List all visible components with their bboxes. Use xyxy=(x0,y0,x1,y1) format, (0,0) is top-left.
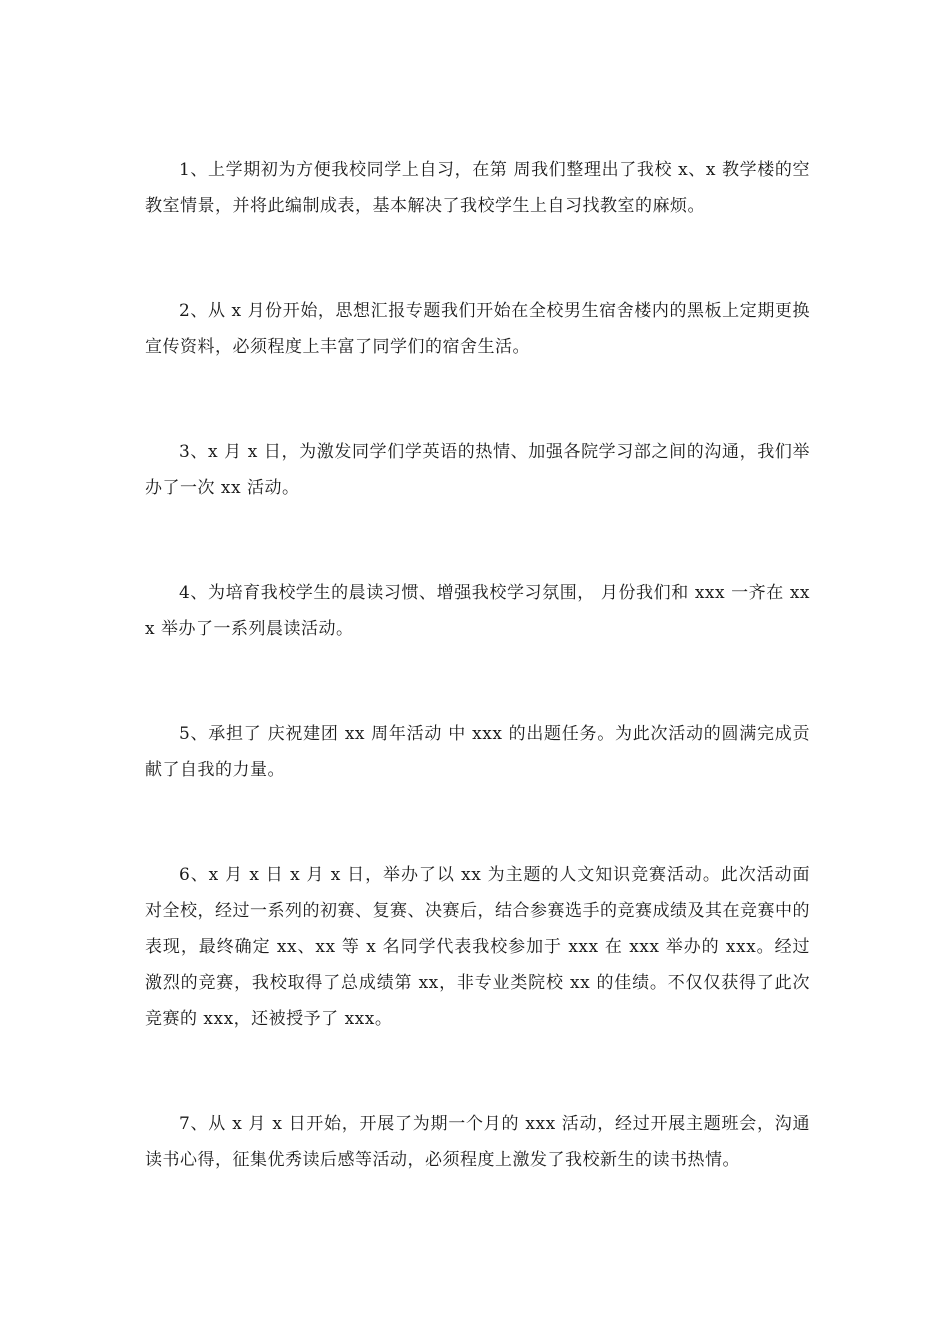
document-body xyxy=(145,152,810,1178)
paragraph-4: 4、为培育我校学生的晨读习惯、增强我校学习氛围， 月份我们和 xxx 一齐在 xxx 举办了一系列晨读活动。 xyxy=(145,583,810,639)
paragraph-3: 3、x 月 x 日，为激发同学们学英语的热情、加强各院学习部之间的沟通，我们举办了一次 xx 活动。 xyxy=(145,442,810,498)
paragraph-5: 5、承担了 庆祝建团 xx 周年活动 中 xxx 的出题任务。为此次活动的圆满完成贡献了自我的力量。 xyxy=(145,724,810,780)
paragraph-1: 1、上学期初为方便我校同学上自习，在第 周我们整理出了我校 x、x 教学楼的空教室情景，并将此编制成表，基本解决了我校学生上自习找教室的麻烦。 xyxy=(145,160,810,216)
paragraph-spacer xyxy=(145,506,810,575)
paragraph-spacer xyxy=(145,365,810,434)
paragraph-6: 6、x 月 x 日 x 月 x 日，举办了以 xx 为主题的人文知识竞赛活动。此次活动面对全校，经过一系列的初赛、复赛、决赛后，结合参赛选手的竞赛成绩及其在竞赛中的表现，最终确定 xx、xx 等 x 名同学代表我校参加于 xxx 在 xxx 举办的 xxx。经过激烈的竞赛，我校取得了总成绩第 xx，非专业类院校 xx 的佳绩。不仅仅获得了此次竞赛的 xxx，还被授予了 xxx。 xyxy=(145,865,810,1029)
paragraph-spacer xyxy=(145,788,810,857)
paragraph-spacer xyxy=(145,1037,810,1106)
paragraph-2: 2、从 x 月份开始，思想汇报专题我们开始在全校男生宿舍楼内的黑板上定期更换宣传资料，必须程度上丰富了同学们的宿舍生活。 xyxy=(145,301,810,357)
paragraph-spacer xyxy=(145,647,810,716)
paragraph-7: 7、从 x 月 x 日开始，开展了为期一个月的 xxx 活动，经过开展主题班会，沟通读书心得，征集优秀读后感等活动，必须程度上激发了我校新生的读书热情。 xyxy=(145,1114,810,1170)
paragraph-spacer xyxy=(145,224,810,293)
